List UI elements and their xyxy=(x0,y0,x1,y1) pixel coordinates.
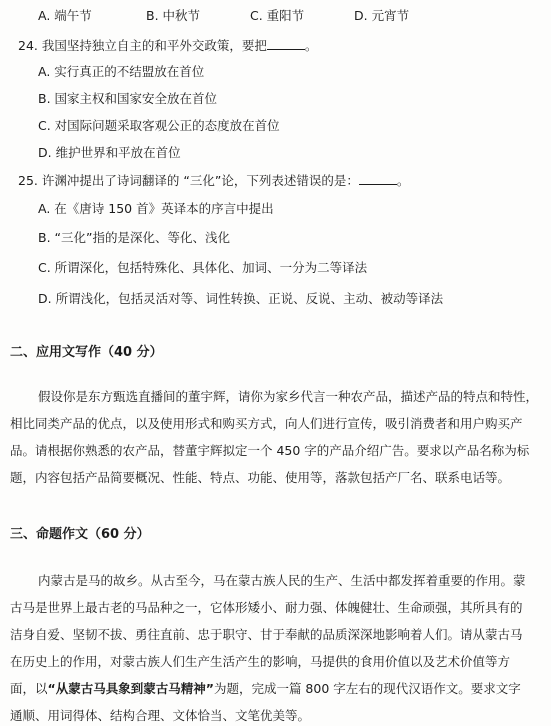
q25-option-a: A. 在《唐诗 150 首》英译本的序言中提出 xyxy=(38,201,274,216)
q24-answer-blank xyxy=(267,37,305,50)
section3-line-5-start: 面，以 xyxy=(10,681,48,696)
section3-line-5-end: 为题，完成一篇 800 字左右的现代汉语作文。要求文字 xyxy=(213,681,521,696)
section3-heading: 三、命题作文（60 分） xyxy=(10,527,150,542)
section3-line-2: 古马是世界上最古老的马品种之一，它体形矮小、耐力强、体魄健壮、生命顽强，其所具有的 xyxy=(10,600,523,615)
q24-stem-text: 我国坚持独立自主的和平外交政策，要把 xyxy=(41,38,267,53)
section3-line-4: 在历史上的作用，对蒙古族人们生产生活产生的影响，马提供的食用价值以及艺术价值等方 xyxy=(10,654,511,669)
q25-stem-text: 许渊冲提出了诗词翻译的 “三化”论，下列表述错误的是： xyxy=(41,173,359,188)
section2-line-4: 题，内容包括产品简要概况、性能、特点、功能、使用等，落款包括产厂名、联系电话等。 xyxy=(10,470,511,485)
q25-stem xyxy=(18,172,409,189)
q24-option-c: C. 对国际问题采取客观公正的态度放在首位 xyxy=(38,118,280,133)
q24-stem xyxy=(18,37,317,54)
essay-title: “从蒙古马具象到蒙古马精神” xyxy=(47,681,214,696)
section3-line-5 xyxy=(10,681,521,697)
q25-answer-blank xyxy=(359,172,397,185)
q23-option-b: B. 中秋节 xyxy=(146,8,201,23)
q25-option-d: D. 所谓浅化，包括灵活对等、词性转换、正说、反说、主动、被动等译法 xyxy=(38,291,444,306)
q25-stem-end: 。 xyxy=(396,173,410,188)
q24-stem-end: 。 xyxy=(304,38,318,53)
section3-line-3: 洁身自爱、坚韧不拔、勇往直前、忠于职守、甘于奉献的品质深深地影响着人们。请从蒙古马 xyxy=(10,627,523,642)
section2-line-2: 相比同类产品的优点，以及使用形式和购买方式，向人们进行宣传，吸引消费者和用户购买产 xyxy=(10,416,523,431)
section2-heading: 二、应用文写作（40 分） xyxy=(10,345,163,360)
q25-option-b: B. “三化”指的是深化、等化、浅化 xyxy=(38,230,230,245)
section3-line-6: 通顺、用词得体、结构合理、文体恰当、文笔优美等。 xyxy=(10,708,311,723)
section2-line-1: 假设你是东方甄选直播间的董宇辉，请你为家乡代言一种农产品，描述产品的特点和特性， xyxy=(38,389,539,404)
q24-option-a: A. 实行真正的不结盟放在首位 xyxy=(38,64,205,79)
q23-option-d: D. 元宵节 xyxy=(354,8,410,23)
q24-option-b: B. 国家主权和国家安全放在首位 xyxy=(38,91,218,106)
section2-line-3: 品。请根据你熟悉的农产品，替董宇辉拟定一个 450 字的产品介绍广告。要求以产品名称为标 xyxy=(10,443,530,458)
q25-option-c: C. 所谓深化，包括特殊化、具体化、加词、一分为二等译法 xyxy=(38,260,368,275)
q23-option-a: A. 端午节 xyxy=(38,8,92,23)
q24-option-d: D. 维护世界和平放在首位 xyxy=(38,145,181,160)
section3-line-1: 内蒙古是马的故乡。从古至今，马在蒙古族人民的生产、生活中都发挥着重要的作用。蒙 xyxy=(38,573,526,588)
q23-option-c: C. 重阳节 xyxy=(250,8,305,23)
q24-number: 24. xyxy=(18,38,38,53)
q25-number: 25. xyxy=(18,173,38,188)
